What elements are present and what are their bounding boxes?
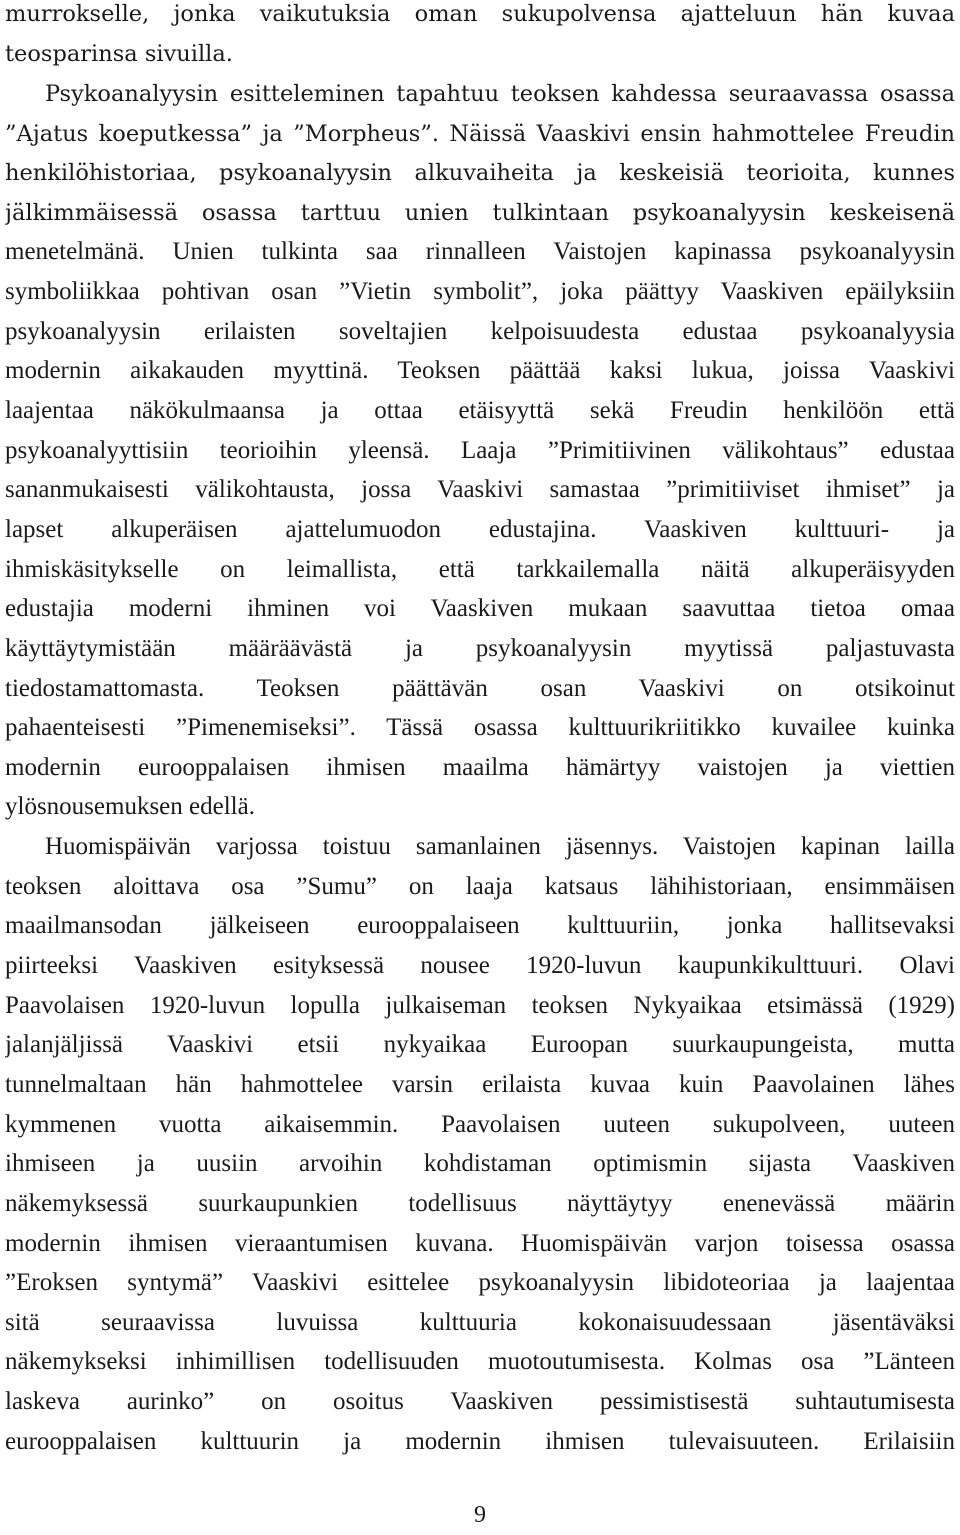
text-line: pahaenteisesti ”Pimenemiseksi”. Tässä osassa kulttuurikriitikko kuvailee kuinka (5, 714, 955, 741)
page-number: 9 (474, 1502, 486, 1528)
text-line: symboliikkaa pohtivan osan ”Vietin symbolit”, joka päättyy Vaaskiven epäilyksiin (5, 278, 955, 305)
text-line: sitä seuraavissa luvuissa kulttuuria kokonaisuudessaan jäsentäväksi (5, 1309, 955, 1336)
text-line: modernin eurooppalaisen ihmisen maailma hämärtyy vaistojen ja viettien (5, 754, 955, 781)
text-line: edustajia moderni ihminen voi Vaaskiven mukaan saavuttaa tietoa omaa (5, 595, 955, 622)
text-line: murrokselle, jonka vaikutuksia oman sukupolvensa ajatteluun hän kuvaa (5, 1, 955, 27)
text-line: Psykoanalyysin esitteleminen tapahtuu teoksen kahdessa seuraavassa osassa (45, 81, 955, 107)
text-line: käyttäytymistään määräävästä ja psykoanalyysin myytissä paljastuvasta (5, 635, 955, 662)
text-line: lapset alkuperäisen ajattelumuodon edustajina. Vaaskiven kulttuuri- ja (5, 516, 955, 543)
text-line: teoksen aloittava osa ”Sumu” on laaja katsaus lähihistoriaan, ensimmäisen (5, 873, 955, 900)
text-line: Paavolaisen 1920-luvun lopulla julkaiseman teoksen Nykyaikaa etsimässä (1929) (5, 992, 955, 1019)
text-line: psykoanalyysin erilaisten soveltajien kelpoisuudesta edustaa psykoanalyysia (5, 318, 955, 345)
text-line: ihmiskäsitykselle on leimallista, että tarkkailemalla näitä alkuperäisyyden (5, 556, 955, 583)
text-line: kymmenen vuotta aikaisemmin. Paavolaisen uuteen sukupolveen, uuteen (5, 1111, 955, 1138)
text-line: maailmansodan jälkeiseen eurooppalaiseen kulttuuriin, jonka hallitsevaksi (5, 912, 955, 939)
text-line: näkemykseksi inhimillisen todellisuuden muotoutumisesta. Kolmas osa ”Länteen (5, 1348, 955, 1375)
text-line: tiedostamattomasta. Teoksen päättävän osan Vaaskivi on otsikoinut (5, 675, 955, 702)
text-line: piirteeksi Vaaskiven esityksessä nousee 1920-luvun kaupunkikulttuuri. Olavi (5, 952, 955, 979)
text-line: psykoanalyyttisiin teorioihin yleensä. Laaja ”Primitiivinen välikohtaus” edustaa (5, 437, 955, 464)
text-line: modernin aikakauden myyttinä. Teoksen päättää kaksi lukua, joissa Vaaskivi (5, 357, 955, 384)
text-line: henkilöhistoriaa, psykoanalyysin alkuvaiheita ja keskeisiä teorioita, kunnes (5, 160, 955, 186)
text-line: laajentaa näkökulmaansa ja ottaa etäisyyttä sekä Freudin henkilöön että (5, 397, 955, 424)
text-line: ylösnousemuksen edellä. (5, 793, 255, 820)
text-line: ”Ajatus koeputkessa” ja ”Morpheus”. Näissä Vaaskivi ensin hahmottelee Freudin (5, 121, 955, 147)
text-line: tunnelmaltaan hän hahmottelee varsin erilaista kuvaa kuin Paavolainen lähes (5, 1071, 955, 1098)
text-line: laskeva aurinko” on osoitus Vaaskiven pessimistisestä suhtautumisesta (5, 1388, 955, 1415)
text-line: jalanjäljissä Vaaskivi etsii nykyaikaa Euroopan suurkaupungeista, mutta (5, 1031, 955, 1058)
text-line: ihmiseen ja uusiin arvoihin kohdistaman optimismin sijasta Vaaskiven (5, 1150, 955, 1177)
text-line: menetelmänä. Unien tulkinta saa rinnalleen Vaistojen kapinassa psykoanalyysin (5, 238, 955, 265)
text-line: jälkimmäisessä osassa tarttuu unien tulkintaan psykoanalyysin keskeisenä (5, 200, 955, 226)
text-line: sananmukaisesti välikohtausta, jossa Vaaskivi samastaa ”primitiiviset ihmiset” ja (5, 476, 955, 503)
text-line: ”Eroksen syntymä” Vaaskivi esittelee psykoanalyysin libidoteoriaa ja laajentaa (5, 1269, 955, 1296)
text-line: Huomispäivän varjossa toistuu samanlainen jäsennys. Vaistojen kapinan lailla (45, 833, 955, 860)
text-line: eurooppalaisen kulttuurin ja modernin ihmisen tulevaisuuteen. Erilaisiin (5, 1428, 955, 1455)
text-line: modernin ihmisen vieraantumisen kuvana. Huomispäivän varjon toisessa osassa (5, 1230, 955, 1257)
text-line: teosparinsa sivuilla. (5, 41, 233, 67)
text-line: näkemyksessä suurkaupunkien todellisuus näyttäytyy enenevässä määrin (5, 1190, 955, 1217)
